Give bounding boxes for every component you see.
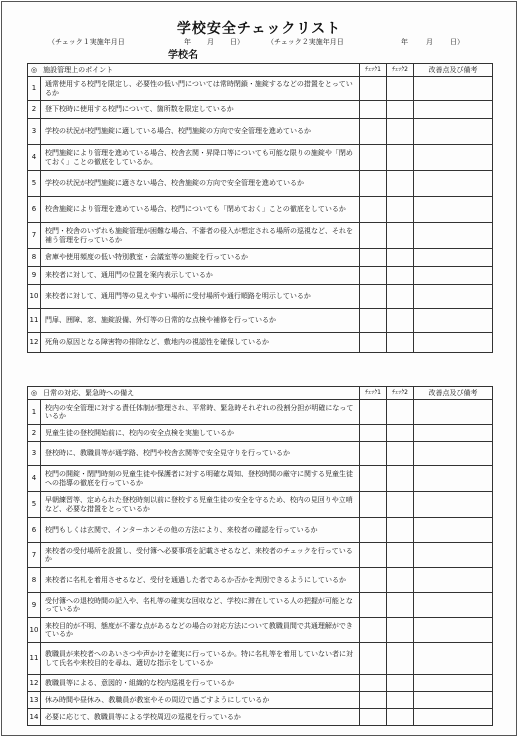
item-number: 5: [28, 492, 41, 518]
section-title-text: 施設管理上のポイント: [43, 65, 114, 74]
table-row: [28, 618, 493, 643]
section-title: [28, 64, 360, 77]
item-number: 13: [28, 692, 41, 709]
table-row: [28, 709, 493, 726]
table-row: [28, 518, 493, 543]
check1-cell[interactable]: [360, 145, 387, 171]
notes-cell[interactable]: [414, 518, 493, 543]
check1-cell[interactable]: [360, 77, 387, 101]
notes-column-header: 改善点及び備考: [414, 64, 493, 77]
check1-cell[interactable]: [360, 692, 387, 709]
check2-year: 年: [401, 38, 408, 46]
notes-cell[interactable]: [414, 145, 493, 171]
daily-emergency-checklist-table: [27, 386, 493, 726]
table-row: [28, 400, 493, 425]
check2-cell[interactable]: [387, 333, 414, 353]
item-text: 校門もしくは玄関で、インターホンその他の方法により、来校者の確認を行っているか: [41, 518, 360, 543]
item-number: 11: [28, 309, 41, 333]
table-row: [28, 171, 493, 197]
check2-cell[interactable]: [387, 223, 414, 249]
item-number: 10: [28, 285, 41, 309]
item-text: 来校者に対して、通用門等の見えやすい場所に受付場所や通行順路を明示しているか: [41, 285, 360, 309]
item-number: 3: [28, 119, 41, 145]
item-number: 10: [28, 618, 41, 643]
item-number: 6: [28, 518, 41, 543]
check1-day: 日）: [230, 38, 244, 46]
check1-month: 月: [207, 38, 214, 46]
item-number: 7: [28, 223, 41, 249]
check2-cell[interactable]: [387, 442, 414, 466]
item-number: 12: [28, 675, 41, 692]
item-number: 8: [28, 249, 41, 267]
date-header: [2, 37, 516, 49]
item-number: 9: [28, 267, 41, 285]
page-title: 学校安全チェックリスト: [176, 21, 342, 37]
notes-cell[interactable]: [414, 77, 493, 101]
table-row: [28, 223, 493, 249]
item-text: 死角の原因となる障害物の排除など、敷地内の視認性を確保しているか: [41, 333, 360, 353]
notes-cell[interactable]: [414, 267, 493, 285]
item-number: 2: [28, 425, 41, 442]
table-row: [28, 101, 493, 119]
check2-cell[interactable]: [387, 568, 414, 593]
item-text: 来校者に名札を着用させるなど、受付を通過した者であるか否かを判別できるようにしているか: [41, 568, 360, 593]
bullet-mark: ◎: [31, 388, 38, 397]
table-row: [28, 442, 493, 466]
check2-cell[interactable]: [387, 518, 414, 543]
check2-cell[interactable]: [387, 675, 414, 692]
check1-cell[interactable]: [360, 593, 387, 618]
item-text: 学校の状況が校門施錠に適している場合、校門施錠の方向で安全管理を進めているか: [41, 119, 360, 145]
check2-cell[interactable]: [387, 267, 414, 285]
notes-cell[interactable]: [414, 400, 493, 425]
check2-month: 月: [426, 38, 433, 46]
item-text: 児童生徒の登校開始前に、校内の安全点検を実施しているか: [41, 425, 360, 442]
notes-cell[interactable]: [414, 442, 493, 466]
check1-cell[interactable]: [360, 466, 387, 492]
item-text: 必要に応じて、教職員等による学校周辺の巡視を行っているか: [41, 709, 360, 726]
table-row: [28, 309, 493, 333]
notes-cell[interactable]: [414, 568, 493, 593]
check1-cell[interactable]: [360, 518, 387, 543]
check2-cell[interactable]: [387, 285, 414, 309]
section-header-row: [28, 387, 493, 400]
item-text: 教職員等による、意図的・組織的な校内巡視を行っているか: [41, 675, 360, 692]
facility-checklist-body: [28, 64, 493, 353]
check1-cell[interactable]: [360, 400, 387, 425]
check1-date-label: （チェック１実施年月日: [48, 38, 125, 46]
item-text: 登校時に、教職員等が通学路、校門や校舎玄関等で安全見守りを行っているか: [41, 442, 360, 466]
check1-cell[interactable]: [360, 709, 387, 726]
table-row: [28, 249, 493, 267]
notes-column-header: 改善点及び備考: [414, 387, 493, 400]
table-row: [28, 145, 493, 171]
check2-cell[interactable]: [387, 171, 414, 197]
check2-cell[interactable]: [387, 249, 414, 267]
check2-day: 日）: [450, 38, 464, 46]
item-number: 14: [28, 709, 41, 726]
item-text: 校門・校舎のいずれも施錠管理が困難な場合、不審者の侵入が想定される場所の巡視など、それを補う管理を行っているか: [41, 223, 360, 249]
table-row: [28, 643, 493, 675]
item-text: 受付簿への退校時間の記入や、名札等の確実な回収など、学校に滞在している人の把握が可能となっているか: [41, 593, 360, 618]
item-number: 3: [28, 442, 41, 466]
table-row: [28, 267, 493, 285]
notes-cell[interactable]: [414, 101, 493, 119]
section-header-row: [28, 64, 493, 77]
item-number: 1: [28, 77, 41, 101]
item-text: 早朝練習等、定められた登校時刻以前に登校する児童生徒の安全を守るため、校内の見回りや立哨など、必要な措置をとっているか: [41, 492, 360, 518]
check2-cell[interactable]: [387, 197, 414, 223]
check2-cell[interactable]: [387, 692, 414, 709]
item-text: 校内の安全管理に対する責任体制が整理され、平常時、緊急時それぞれの役割分担が明確になっているか: [41, 400, 360, 425]
check2-cell[interactable]: [387, 543, 414, 568]
item-text: 校門の開錠・閉門時刻の児童生徒や保護者に対する明確な周知、登校時間の厳守に関する児童生徒への指導の徹底を行っているか: [41, 466, 360, 492]
item-number: 4: [28, 466, 41, 492]
table-row: [28, 692, 493, 709]
notes-cell[interactable]: [414, 466, 493, 492]
check1-cell[interactable]: [360, 309, 387, 333]
check1-cell[interactable]: [360, 333, 387, 353]
check1-cell[interactable]: [360, 285, 387, 309]
item-text: 校門施錠により管理を進めている場合、校舎玄関・昇降口等についても可能な限りの施錠や「閉めておく」ことの徹底をしているか。: [41, 145, 360, 171]
item-number: 9: [28, 593, 41, 618]
item-number: 2: [28, 101, 41, 119]
checklist-page: [1, 1, 517, 736]
check1-cell[interactable]: [360, 223, 387, 249]
check1-cell[interactable]: [360, 643, 387, 675]
check1-cell[interactable]: [360, 425, 387, 442]
notes-cell[interactable]: [414, 643, 493, 675]
check1-cell[interactable]: [360, 249, 387, 267]
table-row: [28, 568, 493, 593]
notes-cell[interactable]: [414, 119, 493, 145]
check1-cell[interactable]: [360, 568, 387, 593]
check1-cell[interactable]: [360, 119, 387, 145]
table-row: [28, 675, 493, 692]
check1-column-header: ﾁｪｯｸ1: [360, 64, 387, 77]
check2-cell[interactable]: [387, 101, 414, 119]
check2-cell[interactable]: [387, 425, 414, 442]
item-text: 休み時間や昼休み、教職員が教室やその周辺で過ごすようにしているか: [41, 692, 360, 709]
notes-cell[interactable]: [414, 492, 493, 518]
check2-cell[interactable]: [387, 492, 414, 518]
item-text: 通常使用する校門を限定し、必要性の低い門については常時閉鎖・施錠するなどの措置をとっているか: [41, 77, 360, 101]
check2-cell[interactable]: [387, 145, 414, 171]
check2-date-label: （チェック２実施年月日: [267, 38, 344, 46]
table-row: [28, 593, 493, 618]
item-number: 4: [28, 145, 41, 171]
table-row: [28, 492, 493, 518]
table-row: [28, 77, 493, 101]
check1-cell[interactable]: [360, 442, 387, 466]
notes-cell[interactable]: [414, 285, 493, 309]
item-text: 校舎施錠により管理を進めている場合、校門についても「閉めておく」ことの徹底をしているか: [41, 197, 360, 223]
check1-cell[interactable]: [360, 675, 387, 692]
notes-cell[interactable]: [414, 171, 493, 197]
check2-cell[interactable]: [387, 77, 414, 101]
school-name-label: 学校名: [168, 50, 198, 61]
notes-cell[interactable]: [414, 543, 493, 568]
item-text: 登下校時に使用する校門について、箇所数を限定しているか: [41, 101, 360, 119]
notes-cell[interactable]: [414, 692, 493, 709]
check2-cell[interactable]: [387, 309, 414, 333]
notes-cell[interactable]: [414, 309, 493, 333]
check2-cell[interactable]: [387, 709, 414, 726]
item-text: 学校の状況が校門施錠に適さない場合、校舎施錠の方向で安全管理を進めているか: [41, 171, 360, 197]
check1-cell[interactable]: [360, 101, 387, 119]
section-title: [28, 387, 360, 400]
table-row: [28, 197, 493, 223]
check1-cell[interactable]: [360, 618, 387, 643]
check1-cell[interactable]: [360, 267, 387, 285]
notes-cell[interactable]: [414, 333, 493, 353]
item-number: 1: [28, 400, 41, 425]
bullet-mark: ◎: [31, 65, 38, 74]
table-row: [28, 333, 493, 353]
item-number: 6: [28, 197, 41, 223]
item-number: 8: [28, 568, 41, 593]
check1-cell[interactable]: [360, 543, 387, 568]
check2-cell[interactable]: [387, 643, 414, 675]
check2-column-header: ﾁｪｯｸ2: [387, 64, 414, 77]
table-row: [28, 119, 493, 145]
notes-cell[interactable]: [414, 249, 493, 267]
item-number: 12: [28, 333, 41, 353]
table-row: [28, 285, 493, 309]
check2-cell[interactable]: [387, 466, 414, 492]
check2-cell[interactable]: [387, 593, 414, 618]
item-text: 教職員が来校者へのあいさつや声かけを確実に行っているか。特に名札等を着用していない者に対して氏名や来校目的を尋ね、適切な指示をしているか: [41, 643, 360, 675]
check1-column-header: ﾁｪｯｸ1: [360, 387, 387, 400]
notes-cell[interactable]: [414, 425, 493, 442]
check2-cell[interactable]: [387, 119, 414, 145]
daily-emergency-checklist-body: [28, 387, 493, 726]
table-row: [28, 466, 493, 492]
notes-cell[interactable]: [414, 618, 493, 643]
item-text: 来校者の受付場所を設置し、受付簿へ必要事項を記載させるなど、来校者のチェックを行っているか: [41, 543, 360, 568]
check2-column-header: ﾁｪｯｸ2: [387, 387, 414, 400]
check2-cell[interactable]: [387, 400, 414, 425]
item-text: 倉庫や使用頻度の低い特別教室・会議室等の施錠を行っているか: [41, 249, 360, 267]
check1-cell[interactable]: [360, 492, 387, 518]
notes-cell[interactable]: [414, 709, 493, 726]
check1-year: 年: [184, 38, 191, 46]
notes-cell[interactable]: [414, 223, 493, 249]
check1-cell[interactable]: [360, 171, 387, 197]
check1-cell[interactable]: [360, 197, 387, 223]
table-row: [28, 425, 493, 442]
notes-cell[interactable]: [414, 197, 493, 223]
item-text: 来校目的が不明、態度が不審な点があるなどの場合の対応方法について教職員間で共通理解ができているか: [41, 618, 360, 643]
notes-cell[interactable]: [414, 675, 493, 692]
item-number: 5: [28, 171, 41, 197]
check2-cell[interactable]: [387, 618, 414, 643]
table-row: [28, 543, 493, 568]
item-text: 来校者に対して、通用門の位置を案内表示しているか: [41, 267, 360, 285]
item-number: 11: [28, 643, 41, 675]
facility-checklist-table: [27, 63, 493, 353]
item-number: 7: [28, 543, 41, 568]
item-text: 門扉、囲障、窓、施錠設備、外灯等の日常的な点検や補修を行っているか: [41, 309, 360, 333]
section-title-text: 日常の対応、緊急時への備え: [43, 388, 135, 397]
notes-cell[interactable]: [414, 593, 493, 618]
